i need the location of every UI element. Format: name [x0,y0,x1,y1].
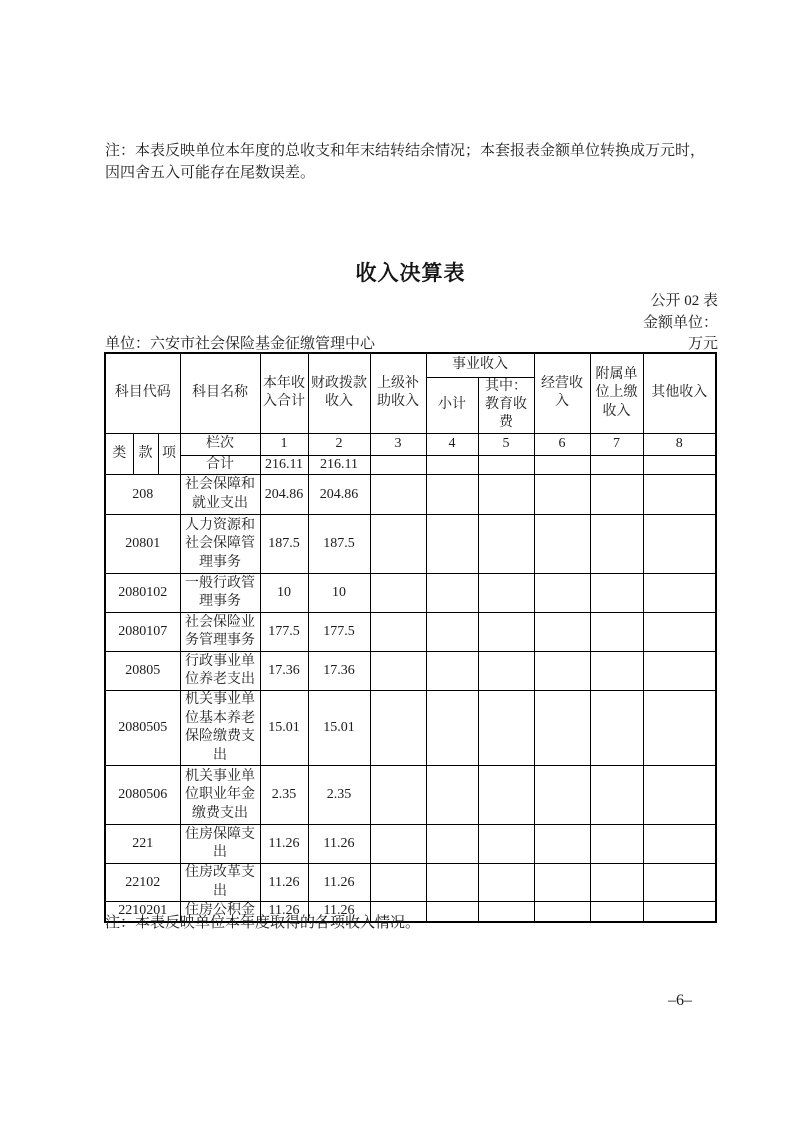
page-title: 收入决算表 [355,262,466,285]
subject-name: 社会保障和就业支出 [180,475,260,515]
header-row-1 [105,353,716,377]
empty-cell [534,574,590,613]
empty-cell [643,574,716,613]
empty-cell [534,455,590,474]
total-row [105,455,716,474]
empty-cell [478,825,534,864]
subject-code: 20801 [105,515,180,574]
header-superior-subsidy: 上级补助收入 [370,353,426,433]
fiscal-grant-value: 17.36 [308,652,370,691]
empty-cell [534,691,590,766]
empty-cell [426,691,478,766]
total-income-value: 187.5 [260,515,308,574]
table-row [105,864,716,902]
header-business-subtotal: 小计 [426,377,478,433]
subject-code: 2080107 [105,613,180,652]
org-row [105,332,718,353]
column-number: 8 [643,433,716,455]
fiscal-grant-value: 10 [308,574,370,613]
subject-code: 2210201 [105,902,180,922]
empty-cell [370,766,426,825]
subject-name: 人力资源和社会保障管理事务 [180,515,260,574]
column-number: 3 [370,433,426,455]
empty-cell [590,864,643,902]
column-number: 5 [478,433,534,455]
empty-cell [426,652,478,691]
column-index-row [105,433,716,455]
fiscal-grant-value: 187.5 [308,515,370,574]
total-label: 合计 [180,455,260,474]
empty-cell [590,455,643,474]
header-fiscal-grant: 财政拨款收入 [308,353,370,433]
header-total-income: 本年收入合计 [260,353,308,433]
header-affiliated-remit: 附属单位上缴收入 [590,353,643,433]
total-income-value: 11.26 [260,825,308,864]
income-statement-table [104,352,717,923]
empty-cell [478,574,534,613]
table-row [105,574,716,613]
empty-cell [590,613,643,652]
empty-cell [643,475,716,515]
total-income-value: 11.26 [260,864,308,902]
header-section: 款 [133,433,158,474]
column-number: 7 [590,433,643,455]
empty-cell [478,455,534,474]
total-income-value: 10 [260,574,308,613]
empty-cell [478,613,534,652]
bottom-note: 注：本表反映单位本年度取得的各项收入情况。 [105,915,421,931]
empty-cell [643,825,716,864]
empty-cell [426,574,478,613]
empty-cell [534,825,590,864]
subject-code: 208 [105,475,180,515]
column-label: 栏次 [180,433,260,455]
empty-cell [426,455,478,474]
empty-cell [478,652,534,691]
subject-name: 行政事业单位养老支出 [180,652,260,691]
empty-cell [426,515,478,574]
fiscal-grant-value: 177.5 [308,613,370,652]
amount-unit-label: 金额单位： [642,315,718,331]
empty-cell [478,475,534,515]
org-name: 单位：六安市社会保险基金征缴管理中心 [105,336,376,352]
fiscal-grant-value: 11.26 [308,864,370,902]
empty-cell [370,825,426,864]
empty-cell [370,455,426,474]
page-number: –6– [668,992,692,1009]
header-education-fee: 其中：教育收费 [478,377,534,433]
column-number: 2 [308,433,370,455]
empty-cell [478,766,534,825]
empty-cell [426,475,478,515]
empty-cell [643,613,716,652]
subject-name: 住房改革支出 [180,864,260,902]
table-row [105,652,716,691]
empty-cell [643,455,716,474]
empty-cell [370,515,426,574]
table-row [105,825,716,864]
subject-code: 221 [105,825,180,864]
subject-code: 2080506 [105,766,180,825]
empty-cell [590,825,643,864]
subject-code: 2080102 [105,574,180,613]
header-business-income: 事业收入 [426,353,534,377]
empty-cell [534,766,590,825]
header-subject-code: 科目代码 [105,353,180,433]
table-row [105,613,716,652]
total-income-value: 15.01 [260,691,308,766]
total-income-value: 177.5 [260,613,308,652]
top-note: 注：本表反映单位本年度的总收支和年末结转结余情况；本套报表金额单位转换成万元时，因四舍五入可能存在尾数误差。 [105,143,706,181]
amount-unit-value: 万元 [687,336,718,352]
fiscal-grant-value: 11.26 [308,902,370,922]
empty-cell [426,864,478,902]
empty-cell [370,652,426,691]
empty-cell [534,475,590,515]
subject-name: 社会保险业务管理事务 [180,613,260,652]
empty-cell [643,652,716,691]
empty-cell [478,691,534,766]
subject-name: 机关事业单位基本养老保险缴费支出 [180,691,260,766]
empty-cell [426,766,478,825]
header-item: 项 [158,433,180,474]
table-row [105,691,716,766]
empty-cell [426,613,478,652]
empty-cell [370,574,426,613]
header-other-income: 其他收入 [643,353,716,433]
empty-cell [478,515,534,574]
empty-cell [590,475,643,515]
header-class: 类 [105,433,133,474]
header-operating-income: 经营收入 [534,353,590,433]
empty-cell [534,652,590,691]
empty-cell [370,613,426,652]
empty-cell [590,574,643,613]
empty-cell [643,864,716,902]
subject-code: 20805 [105,652,180,691]
table-row [105,766,716,825]
total-income-value: 204.86 [260,475,308,515]
total-income-value: 17.36 [260,652,308,691]
table-row [105,475,716,515]
subject-name: 住房保障支出 [180,825,260,864]
total-fiscal-value: 216.11 [308,455,370,474]
subject-code: 2080505 [105,691,180,766]
subject-code: 22102 [105,864,180,902]
doc-code: 公开 02 表 [650,293,718,309]
empty-cell [590,691,643,766]
empty-cell [643,766,716,825]
fiscal-grant-value: 11.26 [308,825,370,864]
total-income-value: 216.11 [260,455,308,474]
fiscal-grant-value: 15.01 [308,691,370,766]
empty-cell [370,475,426,515]
empty-cell [370,691,426,766]
empty-cell [643,691,716,766]
total-income-value: 2.35 [260,766,308,825]
subject-name: 一般行政管理事务 [180,574,260,613]
column-number: 1 [260,433,308,455]
subject-name: 机关事业单位职业年金缴费支出 [180,766,260,825]
subject-name: 住房公积金 [180,902,260,922]
empty-cell [534,864,590,902]
column-number: 6 [534,433,590,455]
fiscal-grant-value: 204.86 [308,475,370,515]
total-income-value: 11.26 [260,902,308,922]
empty-cell [534,515,590,574]
empty-cell [590,766,643,825]
empty-cell [643,515,716,574]
empty-cell [590,515,643,574]
table-row [105,515,716,574]
empty-cell [590,652,643,691]
empty-cell [370,864,426,902]
header-subject-name: 科目名称 [180,353,260,433]
empty-cell [534,613,590,652]
empty-cell [478,864,534,902]
column-number: 4 [426,433,478,455]
fiscal-grant-value: 2.35 [308,766,370,825]
empty-cell [426,825,478,864]
